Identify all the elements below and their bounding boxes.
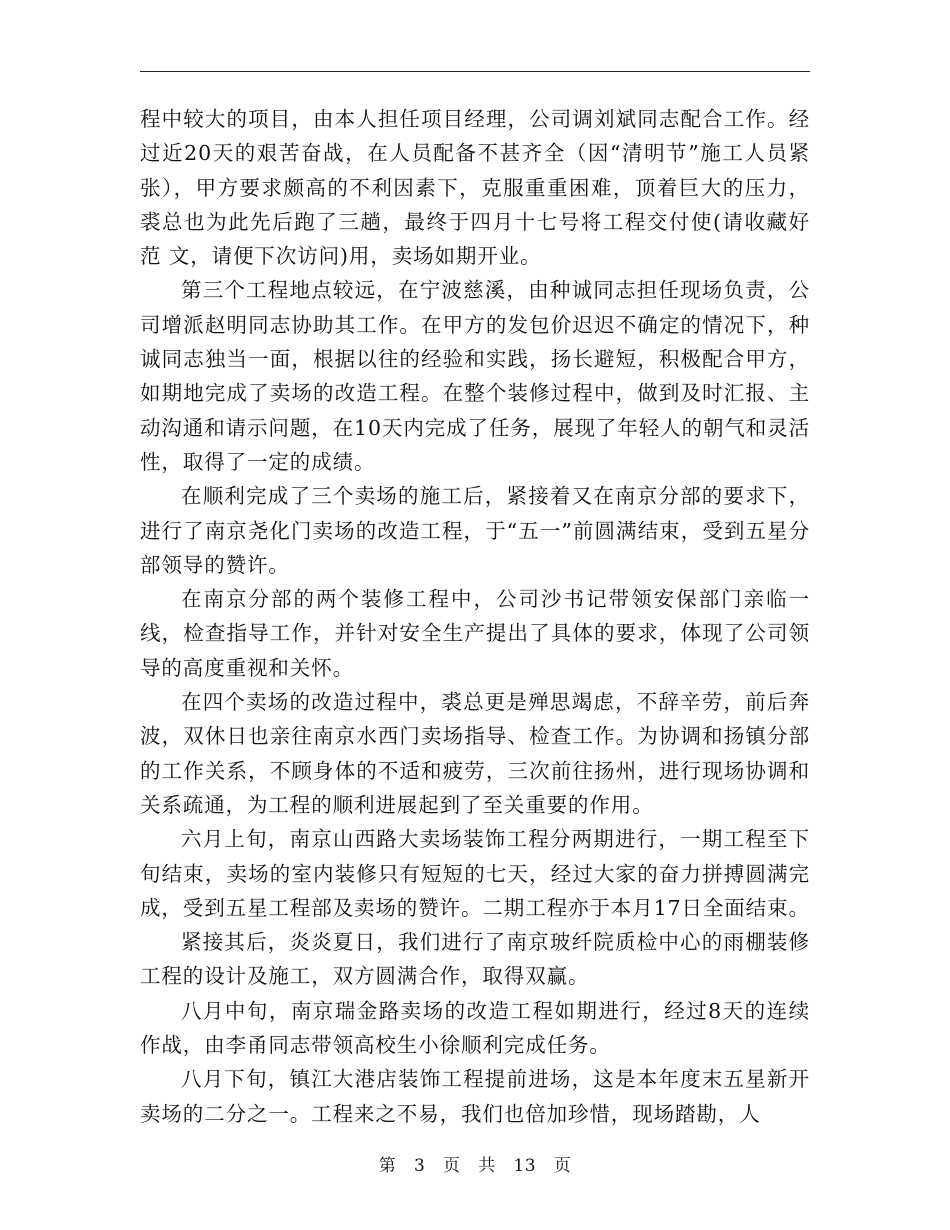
- paragraph: 在南京分部的两个装修工程中，公司沙书记带领安保部门亲临一线，检查指导工作，并针对安全生产提出了具体的要求，体现了公司领导的高度重视和关怀。: [140, 587, 810, 680]
- footer-label-page: 第: [378, 1156, 397, 1176]
- body-text: [140, 102, 810, 1131]
- paragraph-continuation: 程中较大的项目，由本人担任项目经理，公司调刘斌同志配合工作。经过近20天的艰苦奋战，在人员配备不甚齐全（因“清明节”施工人员紧张），甲方要求颇高的不利因素下，克服重重困难，顶着巨大的压力，裘总也为此先后跑了三趟，最终于四月十七号将工程交付使(请收藏好 范 文，请便下次访问)用，卖场如期开业。: [140, 107, 810, 269]
- header-rule: [140, 71, 810, 72]
- paragraph: 第三个工程地点较远，在宁波慈溪，由种诚同志担任现场负责，公司增派赵明同志协助其工作。在甲方的发包价迟迟不确定的情况下，种诚同志独当一面，根据以往的经验和实践，扬长避短，积极配合甲方，如期地完成了卖场的改造工程。在整个装修过程中，做到及时汇报、主动沟通和请示问题，在10天内完成了任务，展现了年轻人的朝气和灵活性，取得了一定的成绩。: [140, 278, 810, 474]
- paragraph: 八月下旬，镇江大港店装饰工程提前进场，这是本年度末五星新开卖场的二分之一。工程来之不易，我们也倍加珍惜，现场踏勘，人: [140, 1067, 810, 1126]
- footer-label-page-unit: 页: [442, 1156, 461, 1176]
- page-footer: [0, 1154, 950, 1178]
- paragraph: 紧接其后，炎炎夏日，我们进行了南京玻纤院质检中心的雨棚装修工程的设计及施工，双方圆满合作，取得双赢。: [140, 930, 810, 989]
- paragraph: 在顺利完成了三个卖场的施工后，紧接着又在南京分部的要求下，进行了南京尧化门卖场的改造工程，于“五一”前圆满结束，受到五星分部领导的赞许。: [140, 484, 810, 577]
- paragraph: 六月上旬，南京山西路大卖场装饰工程分两期进行，一期工程至下旬结束，卖场的室内装修只有短短的七天，经过大家的奋力拼搏圆满完成，受到五星工程部及卖场的赞许。二期工程亦于本月17日全面结束。: [140, 827, 810, 920]
- footer-label-total: 共: [478, 1156, 496, 1176]
- paragraph: 在四个卖场的改造过程中，裘总更是殚思竭虑，不辞辛劳，前后奔波，双休日也亲往南京水西门卖场指导、检查工作。为协调和扬镇分部的工作关系，不顾身体的不适和疲劳，三次前往扬州，进行现场协调和关系疏通，为工程的顺利进展起到了至关重要的作用。: [140, 690, 810, 817]
- footer-label-total-unit: 页: [553, 1156, 572, 1176]
- paragraph: 八月中旬，南京瑞金路卖场的改造工程如期进行，经过8天的连续作战，由李甬同志带领高校生小徐顺利完成任务。: [140, 998, 810, 1058]
- footer-total-pages: 13: [513, 1156, 537, 1176]
- footer-current-page: 3: [413, 1156, 426, 1176]
